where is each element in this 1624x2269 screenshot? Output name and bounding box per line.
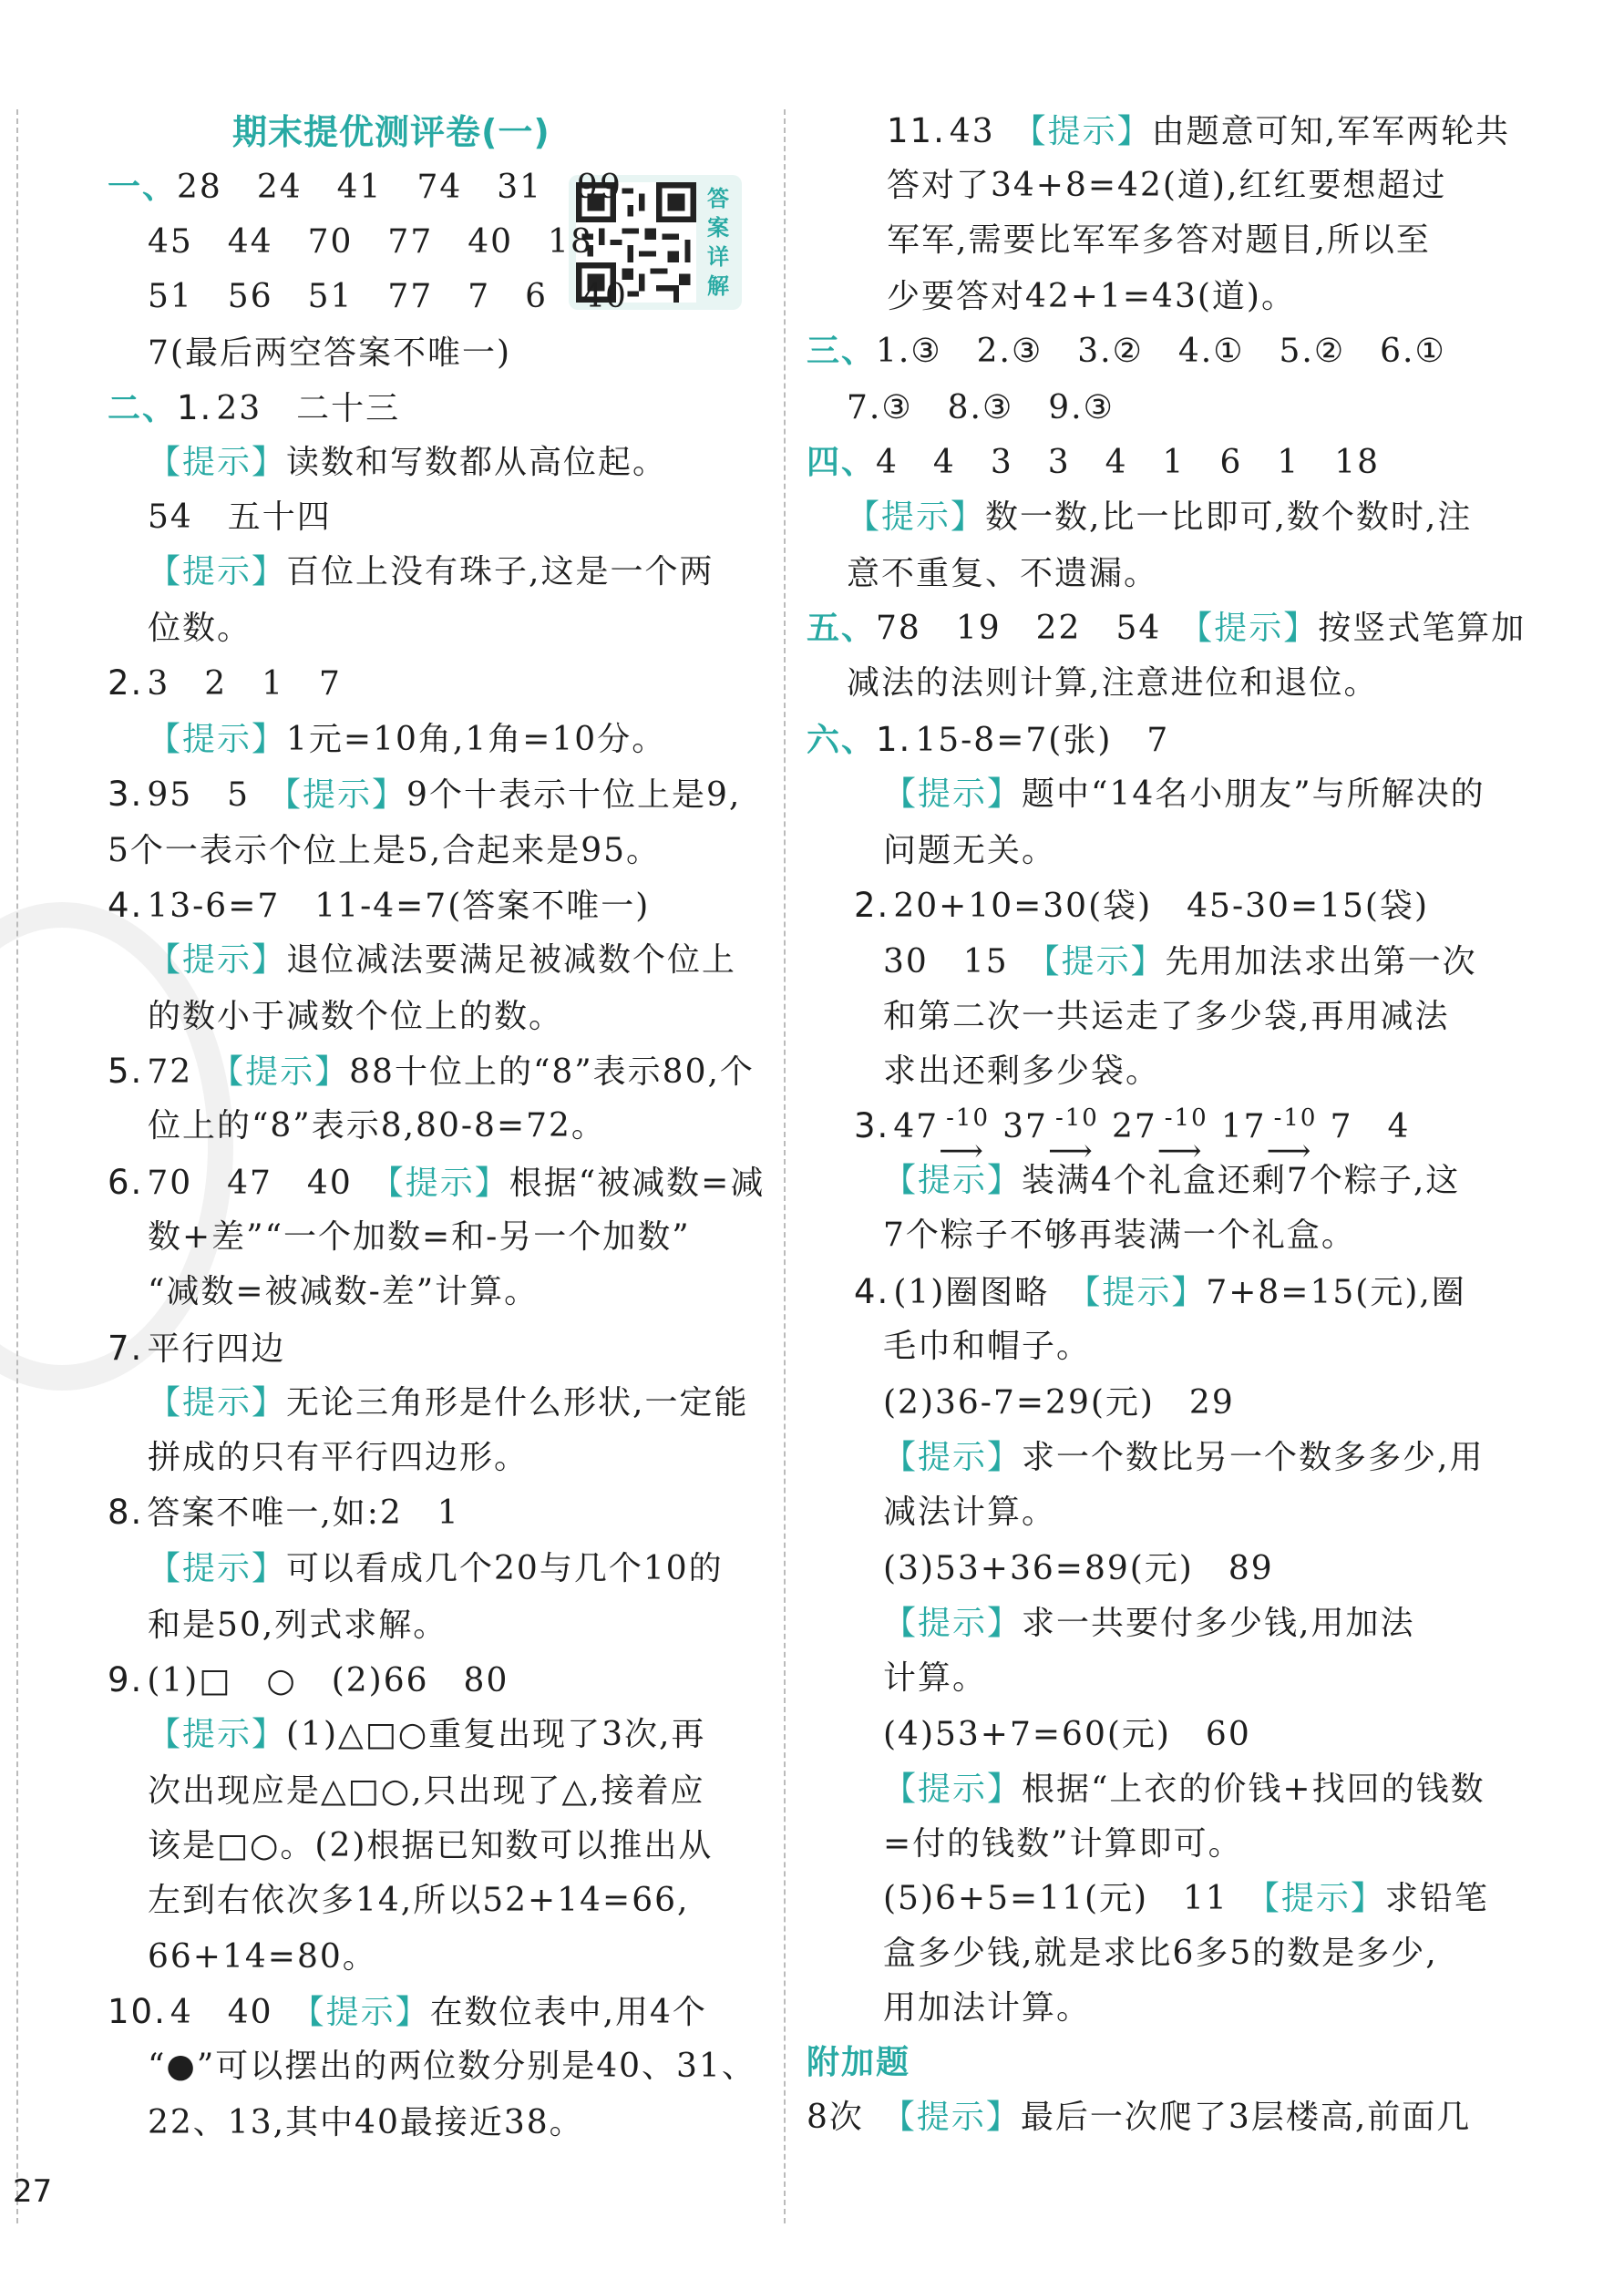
text-line [847, 662, 1378, 705]
text-line [883, 1822, 1243, 1866]
text-line [883, 1932, 1438, 1976]
line-text: 军军,需要比军军多答对题目,所以至 [887, 221, 1431, 259]
line-text: “●”可以摆出的两位数分别是40、31、 [148, 2048, 756, 2085]
line-text: 左到右依次多14,所以52+14=66, [148, 1882, 690, 1919]
page-number: 27 [13, 2173, 53, 2210]
text-line [148, 1824, 713, 1868]
line-text: 51 56 51 77 7 6 40 [148, 278, 628, 315]
section-marker: 一、 [108, 169, 178, 206]
text-line [148, 1216, 691, 1259]
hint-tag: 【提示】 [148, 1550, 287, 1587]
text-line [883, 1050, 1160, 1093]
line-text: 先用加法求出第一次 [1165, 943, 1477, 980]
line-text: 可以看成几个20与几个10的 [286, 1550, 724, 1587]
text-line [148, 441, 667, 485]
section-marker: 附加题 [807, 2044, 911, 2081]
arrow-icon: ⟶ [939, 1133, 985, 1169]
line-text: 位上的“8”表示8,80-8=72。 [148, 1107, 606, 1145]
line-text: 按竖式笔算加 [1318, 610, 1526, 647]
line-text: 由题意可知,军军两轮共 [1151, 113, 1511, 150]
line-text: 无论三角形是什么形状,一定能 [286, 1384, 749, 1422]
arrow-chain [893, 1104, 1411, 1169]
line-text: 5个一表示个位上是5,合起来是95。 [108, 832, 662, 869]
line-text: 求出还剩多少袋。 [883, 1052, 1161, 1090]
hint-tag: 【提示】 [847, 498, 986, 536]
text-line [148, 275, 628, 319]
text-line [807, 2096, 1471, 2140]
text-line [148, 550, 714, 594]
line-text: 次出现应是△□○,只出现了△,接着应 [148, 1772, 705, 1810]
text-line [148, 1604, 447, 1648]
text-line [108, 1658, 509, 1703]
text-line [148, 2045, 756, 2089]
text-line [883, 1214, 1356, 1258]
text-line [148, 221, 593, 264]
arrow-icon: ⟶ [1266, 1133, 1313, 1169]
text-line [108, 1491, 460, 1535]
text-line [108, 1327, 285, 1371]
item-number: 5. [108, 1052, 144, 1091]
line-text: 盒多少钱,就是求比6多5的数是多少, [883, 1935, 1438, 1972]
line-text: 用加法计算。 [883, 1989, 1092, 2027]
chain-value: 37 [1002, 1108, 1048, 1145]
text-line [883, 1491, 1056, 1535]
hint-tag: 【提示】 [883, 1439, 1023, 1476]
line-text: 读数和写数都从高位起。 [286, 444, 668, 481]
line-text: 95 5 [147, 776, 285, 814]
line-text: 求铅笔 [1384, 1880, 1489, 1917]
line-text: 7.③ 8.③ 9.③ [847, 389, 1115, 426]
line-text: (1)□ ○ (2)66 80 [147, 1662, 509, 1699]
item-number: 2. [108, 663, 144, 703]
line-text: 23 二十三 [216, 390, 401, 427]
text-line [883, 1602, 1414, 1646]
line-text: 减法计算。 [883, 1494, 1057, 1531]
line-text: “减数=被减数-差”计算。 [148, 1273, 540, 1310]
text-line [148, 1381, 748, 1425]
line-text: 4 40 [170, 1994, 308, 2031]
text-line [807, 718, 1169, 763]
item-number: 8. [108, 1493, 144, 1532]
line-text: 根据“上衣的价钱+找回的钱数 [1022, 1771, 1485, 1808]
line-text: 7个粽子不够再装满一个礼盒。 [883, 1217, 1356, 1254]
line-text: 66+14=80。 [148, 1938, 377, 1976]
hint-tag: 【提示】 [148, 1716, 287, 1753]
item-number: 10. [108, 1992, 167, 2031]
text-line [883, 1547, 1274, 1591]
qr-label: 答案详解 [707, 186, 729, 299]
text-line [847, 552, 1158, 596]
item-number: 9. [108, 1660, 144, 1699]
section-marker: 三、 [807, 333, 877, 370]
line-text: 百位上没有珠子,这是一个两 [286, 553, 714, 590]
line-text: (4)53+7=60(元) 60 [883, 1716, 1251, 1753]
line-text: 43 [949, 113, 1030, 150]
line-text: (2)36-7=29(元) 29 [883, 1384, 1235, 1422]
text-line [148, 1935, 377, 1979]
text-line [108, 1050, 755, 1094]
chain-value: 7 [1330, 1108, 1353, 1145]
line-text: 和第二次一共运走了多少袋,再用减法 [883, 998, 1450, 1035]
text-line [108, 773, 741, 817]
hint-tag: 【提示】 [898, 2099, 1021, 2136]
arrow-step [1047, 1104, 1112, 1169]
text-line [854, 1270, 1466, 1315]
line-text: 少要答对42+1=43(道)。 [887, 278, 1296, 315]
line-text: 求一共要付多少钱,用加法 [1022, 1605, 1415, 1642]
chain-value: 17 [1220, 1108, 1267, 1145]
line-text: 88十位上的“8”表示80,个 [349, 1053, 755, 1091]
text-line [148, 2101, 584, 2145]
text-line [148, 1270, 539, 1314]
line-text: 根据“被减数=减 [509, 1165, 766, 1202]
hint-tag: 【提示】 [1196, 610, 1319, 647]
text-line [883, 1159, 1460, 1203]
hint-tag: 【提示】 [227, 1053, 350, 1091]
arrow-label: -10 [1273, 1104, 1318, 1132]
text-line [883, 773, 1485, 816]
hint-tag: 【提示】 [1262, 1880, 1385, 1917]
line-text: 答案不唯一,如:2 1 [147, 1494, 460, 1532]
line-text: 该是□○。(2)根据已知数可以推出从 [148, 1827, 714, 1864]
line-text: 9个十表示十位上是9, [406, 776, 742, 814]
text-line [887, 109, 1510, 154]
hint-tag: 【提示】 [883, 775, 1023, 813]
line-text: 1元=10角,1角=10分。 [286, 721, 667, 758]
text-line [887, 164, 1446, 208]
line-text: 在数位表中,用4个 [429, 1994, 707, 2031]
line-text: 70 47 40 [147, 1165, 387, 1202]
text-line [148, 1547, 724, 1591]
item-number: 3. [854, 1106, 890, 1145]
text-line [108, 884, 650, 929]
line-text: 72 [147, 1053, 228, 1091]
line-text: 装满4个礼盒还剩7个粽子,这 [1022, 1162, 1461, 1199]
item-number: 11. [887, 111, 946, 150]
text-line [148, 939, 736, 982]
arrow-icon: ⟶ [1047, 1133, 1095, 1169]
chain-value: 27 [1111, 1108, 1157, 1145]
text-line [148, 1104, 606, 1148]
line-text: 答对了34+8=42(道),红红要想超过 [887, 167, 1447, 204]
line-text: 20+10=30(袋) 45-30=15(袋) [893, 888, 1429, 925]
hint-tag: 【提示】 [148, 941, 287, 979]
hint-tag: 【提示】 [307, 1994, 430, 2031]
line-text: 平行四边 [147, 1330, 286, 1368]
arrow-step [1266, 1104, 1331, 1169]
line-text: 意不重复、不遗漏。 [847, 555, 1159, 592]
item-number: 1. [876, 720, 912, 759]
text-line [883, 940, 1477, 984]
hint-tag: 【提示】 [1029, 113, 1152, 150]
page-title: 期末提优测评卷(一) [232, 112, 550, 152]
line-text: 拼成的只有平行四边形。 [148, 1439, 529, 1476]
line-text: 54 五十四 [148, 498, 332, 536]
hint-tag: 【提示】 [284, 776, 407, 814]
text-line [847, 386, 1115, 430]
line-text: 28 24 41 74 31 99 [177, 169, 622, 206]
line-text: 13-6=7 11-4=7(答案不唯一) [147, 888, 651, 925]
text-line [148, 1713, 705, 1757]
hint-tag: 【提示】 [883, 1162, 1023, 1199]
text-line [807, 607, 1526, 651]
text-line [148, 1879, 689, 1923]
line-text: 15-8=7(张) 7 [915, 722, 1170, 759]
text-line [883, 1657, 987, 1700]
text-line [887, 219, 1431, 262]
line-text: 数一数,比一比即可,数个数时,注 [985, 498, 1473, 536]
text-line [108, 662, 342, 706]
line-text: 退位减法要满足被减数个位上 [286, 941, 737, 979]
arrow-label: -10 [1164, 1104, 1208, 1132]
section-marker: 二、 [108, 390, 178, 427]
item-number: 3. [108, 775, 144, 814]
line-text: 22、13,其中40最接近38。 [148, 2104, 584, 2141]
line-text: 问题无关。 [883, 832, 1057, 869]
line-text: 4 4 3 3 4 1 6 1 18 [876, 444, 1381, 481]
line-text: 减法的法则计算,注意进位和退位。 [847, 664, 1379, 702]
text-line [148, 995, 563, 1039]
hint-tag: 【提示】 [148, 553, 287, 590]
arrow-label: -10 [946, 1104, 990, 1132]
hint-tag: 【提示】 [1043, 943, 1166, 980]
arrow-step [1156, 1104, 1221, 1169]
line-text: 30 15 [883, 943, 1043, 980]
hint-tag: 【提示】 [148, 721, 287, 758]
line-text: (1)圈图略 [893, 1274, 1084, 1311]
text-line [847, 496, 1472, 539]
text-line [807, 2041, 910, 2085]
text-line [148, 1770, 705, 1813]
line-text: 的数小于减数个位上的数。 [148, 998, 564, 1035]
text-line [883, 1713, 1251, 1757]
text-line [883, 1325, 1091, 1369]
chain-answer: 4 [1352, 1108, 1411, 1145]
text-line [148, 332, 511, 375]
text-line [883, 829, 1056, 873]
item-number: 2. [854, 886, 890, 925]
text-line [148, 496, 332, 539]
section-marker: 四、 [807, 444, 877, 481]
arrow-label: -10 [1054, 1104, 1099, 1132]
text-line [883, 1877, 1489, 1921]
text-line [883, 995, 1449, 1039]
line-text: 7(最后两空答案不唯一) [148, 334, 511, 372]
hint-tag: 【提示】 [148, 444, 287, 481]
line-text: (3)53+36=89(元) 89 [883, 1550, 1274, 1587]
line-text: 题中“14名小朋友”与所解决的 [1022, 775, 1485, 813]
text-line [887, 275, 1296, 319]
item-number: 4. [108, 886, 144, 925]
text-line [883, 1381, 1235, 1425]
text-line [854, 884, 1429, 929]
line-text: 78 19 22 54 [876, 610, 1197, 647]
line-text: 7+8=15(元),圈 [1206, 1274, 1466, 1311]
hint-tag: 【提示】 [386, 1165, 509, 1202]
line-text: (1)△□○重复出现了3次,再 [286, 1716, 706, 1753]
text-line [108, 1990, 707, 2035]
hint-tag: 【提示】 [1084, 1274, 1207, 1311]
left-margin-divider [16, 109, 18, 2223]
chain-start: 47 [893, 1108, 940, 1145]
item-number: 4. [854, 1272, 890, 1311]
hint-tag: 【提示】 [883, 1771, 1023, 1808]
line-text: (5)6+5=11(元) 11 [883, 1880, 1263, 1917]
line-text: 和是50,列式求解。 [148, 1607, 448, 1644]
line-text: 45 44 70 77 40 18 [148, 223, 593, 261]
hint-tag: 【提示】 [148, 1384, 287, 1422]
item-number: 7. [108, 1329, 144, 1368]
line-text: 8次 [807, 2099, 899, 2136]
section-marker: 五、 [807, 610, 877, 647]
text-line [108, 1161, 765, 1206]
item-number: 1. [177, 388, 213, 427]
arrow-step [939, 1104, 1002, 1169]
item-number: 6. [108, 1163, 144, 1202]
text-line [148, 718, 666, 762]
text-line [807, 330, 1446, 374]
section-marker: 六、 [807, 722, 877, 759]
column-divider [784, 109, 786, 2223]
text-line [148, 607, 252, 651]
line-text: 数+差”“一个加数=和-另一个加数” [148, 1218, 691, 1256]
text-line [854, 1104, 1411, 1169]
text-line [883, 1436, 1484, 1480]
line-text: 计算。 [883, 1659, 988, 1697]
text-line [883, 1768, 1485, 1812]
text-line [108, 829, 661, 873]
line-text: 1.③ 2.③ 3.② 4.① 5.② 6.① [876, 333, 1446, 370]
line-text: 3 2 1 7 [147, 665, 342, 703]
text-line [883, 1987, 1091, 2030]
line-text: 最后一次爬了3层楼高,前面几 [1020, 2099, 1472, 2136]
text-line [108, 386, 400, 431]
arrow-icon: ⟶ [1156, 1133, 1204, 1169]
text-line [148, 1436, 529, 1480]
line-text: =付的钱数”计算即可。 [883, 1825, 1243, 1863]
hint-tag: 【提示】 [883, 1605, 1023, 1642]
text-line [108, 166, 622, 210]
text-line [807, 441, 1380, 485]
line-text: 毛巾和帽子。 [883, 1328, 1092, 1365]
line-text: 位数。 [148, 610, 252, 647]
line-text: 求一个数比另一个数多多少,用 [1022, 1439, 1485, 1476]
